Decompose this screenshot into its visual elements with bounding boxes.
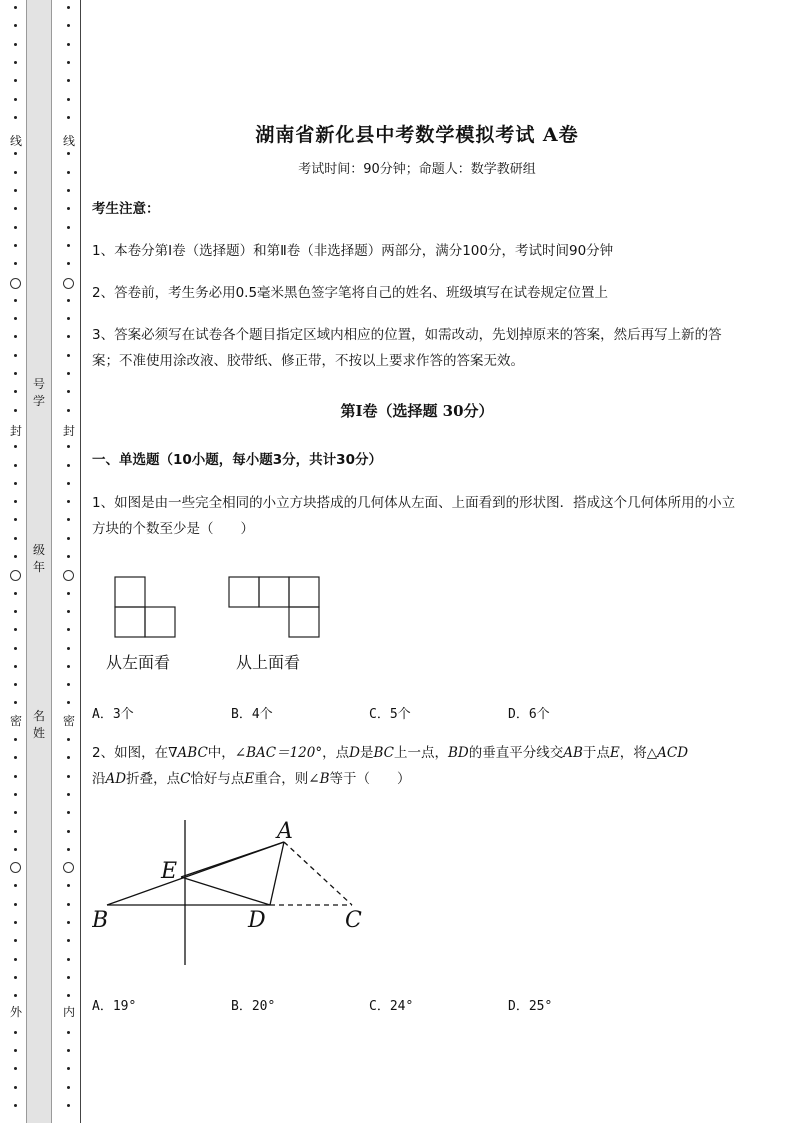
dot-mark — [14, 226, 17, 229]
exam-title: 湖南省新化县中考数学模拟考试 A卷 — [255, 124, 579, 146]
dot-mark — [67, 61, 70, 64]
dot-mark — [67, 738, 70, 741]
seal-char-mi: 密 — [7, 714, 25, 728]
dot-mark — [14, 464, 17, 467]
option-d: D．25° — [508, 999, 553, 1014]
dot-mark — [67, 152, 70, 155]
segment-ac-dashed — [284, 842, 352, 905]
dot-mark — [67, 262, 70, 265]
dot-mark — [14, 1049, 17, 1052]
seal-char-mi: 密 — [60, 714, 78, 728]
dot-mark — [14, 610, 17, 613]
option-b: B．20° — [231, 999, 276, 1014]
dot-mark — [67, 848, 70, 851]
dot-mark — [67, 921, 70, 924]
dot-mark — [14, 79, 17, 82]
dot-mark — [14, 1086, 17, 1089]
left-view-diagram — [115, 577, 175, 637]
notice-heading: 考生注意： — [92, 201, 160, 217]
q1-views-figure — [112, 575, 352, 640]
seal-char-wai: 外 — [7, 1005, 25, 1019]
dot-mark — [14, 994, 17, 997]
dot-mark — [67, 811, 70, 814]
dot-mark — [14, 518, 17, 521]
dot-mark — [67, 555, 70, 558]
dot-mark — [67, 756, 70, 759]
seal-char-xian: 线 — [7, 134, 25, 148]
seal-char-feng: 封 — [7, 424, 25, 438]
dot-mark — [67, 939, 70, 942]
dot-mark — [14, 738, 17, 741]
dot-mark — [67, 6, 70, 9]
segment-ea — [181, 842, 284, 877]
dot-mark — [67, 116, 70, 119]
top-view-label: 从上面看 — [236, 653, 301, 672]
dot-mark — [14, 354, 17, 357]
dot-mark — [14, 793, 17, 796]
dot-mark — [14, 976, 17, 979]
part-title: 第I卷（选择题 30分） — [340, 402, 494, 420]
question-1-text: 1、如图是由一些完全相同的小立方块搭成的几何体从左面、上面看到的形状图．搭成这个几何体所用的小立方块的个数至少是（ ） — [92, 495, 736, 537]
dot-mark — [14, 939, 17, 942]
dot-mark — [14, 958, 17, 961]
name-label: 名姓 — [32, 709, 45, 740]
dot-mark — [14, 152, 17, 155]
dot-mark — [67, 482, 70, 485]
dot-mark — [67, 701, 70, 704]
dot-mark — [67, 1049, 70, 1052]
dot-mark — [14, 189, 17, 192]
dot-mark — [67, 299, 70, 302]
option-a: A．3个 — [92, 707, 134, 722]
dot-mark — [67, 24, 70, 27]
dot-mark — [67, 1086, 70, 1089]
dot-mark — [14, 830, 17, 833]
dot-mark — [14, 409, 17, 412]
dot-mark — [14, 628, 17, 631]
dot-mark — [67, 207, 70, 210]
dot-mark — [67, 884, 70, 887]
dot-mark — [14, 647, 17, 650]
dot-mark — [14, 1104, 17, 1107]
seal-char-feng: 封 — [60, 424, 78, 438]
dot-mark — [67, 189, 70, 192]
binding-hole-icon — [63, 570, 74, 581]
option-c: C．24° — [369, 999, 414, 1014]
dot-mark — [14, 372, 17, 375]
student-number-label: 号学 — [32, 377, 45, 408]
dot-mark — [67, 518, 70, 521]
dot-mark — [14, 1031, 17, 1034]
dot-mark — [67, 1067, 70, 1070]
seal-char-xian: 线 — [60, 134, 78, 148]
dot-mark — [67, 244, 70, 247]
point-label-c: C — [345, 908, 362, 933]
binding-hole-icon — [10, 862, 21, 873]
dot-mark — [67, 1104, 70, 1107]
dot-mark — [67, 628, 70, 631]
dot-mark — [14, 335, 17, 338]
outer-binding-strip — [7, 0, 25, 1123]
dot-mark — [14, 683, 17, 686]
dot-mark — [67, 994, 70, 997]
dot-mark — [67, 98, 70, 101]
binding-hole-icon — [63, 862, 74, 873]
point-label-b: B — [92, 908, 109, 933]
dot-mark — [67, 1031, 70, 1034]
segment-ad — [270, 842, 284, 905]
dot-mark — [67, 354, 70, 357]
q2-geometry-figure — [92, 815, 382, 970]
dot-mark — [67, 537, 70, 540]
dot-mark — [14, 171, 17, 174]
dot-mark — [67, 43, 70, 46]
dot-mark — [67, 500, 70, 503]
dot-mark — [67, 390, 70, 393]
dot-mark — [14, 98, 17, 101]
margin-rule-line — [80, 0, 81, 1123]
dot-mark — [14, 756, 17, 759]
dot-mark — [67, 171, 70, 174]
option-c: C．5个 — [369, 707, 411, 722]
dot-mark — [14, 244, 17, 247]
dot-mark — [67, 683, 70, 686]
dot-mark — [67, 226, 70, 229]
dot-mark — [14, 884, 17, 887]
dot-mark — [14, 6, 17, 9]
binding-hole-icon — [63, 278, 74, 289]
dot-mark — [67, 610, 70, 613]
notice-item-3: 3、答案必须写在试卷各个题目指定区域内相应的位置，如需改动，先划掉原来的答案，然后再写上新的答案；不准使用涂改液、胶带纸、修正带，不按以上要求作答的答案无效。 — [92, 327, 722, 369]
notice-item-1: 1、本卷分第I卷（选择题）和第Ⅱ卷（非选择题）两部分，满分100分，考试时间90分钟 — [92, 243, 614, 259]
question-2-text: 2、如图，在∇ABC中，∠BAC＝120°，点D是BC上一点，BD的垂直平分线交AB于点E，将△ACD 沿AD折叠，点C恰好与点E重合，则∠B等于（ ） — [92, 745, 689, 787]
dot-mark — [14, 555, 17, 558]
dot-mark — [14, 61, 17, 64]
segment-ed — [181, 877, 270, 905]
dot-mark — [14, 903, 17, 906]
dot-mark — [14, 665, 17, 668]
inner-binding-strip — [60, 0, 78, 1123]
dot-mark — [67, 830, 70, 833]
dot-mark — [67, 335, 70, 338]
left-view-label: 从左面看 — [106, 653, 171, 672]
dot-mark — [14, 592, 17, 595]
dotted-line — [7, 0, 25, 1123]
dot-mark — [14, 445, 17, 448]
student-info-band — [26, 0, 52, 1123]
dot-mark — [67, 903, 70, 906]
dot-mark — [67, 317, 70, 320]
grade-label: 级年 — [32, 543, 45, 574]
dot-mark — [14, 775, 17, 778]
dot-mark — [67, 372, 70, 375]
dot-mark — [67, 464, 70, 467]
dot-mark — [67, 793, 70, 796]
dot-mark — [14, 262, 17, 265]
dot-mark — [67, 976, 70, 979]
dot-mark — [14, 43, 17, 46]
dot-mark — [14, 537, 17, 540]
dot-mark — [14, 24, 17, 27]
dot-mark — [67, 79, 70, 82]
notice-item-2: 2、答卷前，考生务必用0.5毫米黑色签字笔将自己的姓名、班级填写在试卷规定位置上 — [92, 285, 609, 301]
dot-mark — [67, 409, 70, 412]
dot-mark — [67, 445, 70, 448]
dot-mark — [67, 592, 70, 595]
section-heading: 一、单选题（10小题，每小题3分，共计30分） — [92, 452, 382, 468]
dot-mark — [67, 647, 70, 650]
dot-mark — [14, 500, 17, 503]
option-d: D．6个 — [508, 707, 550, 722]
dot-mark — [14, 390, 17, 393]
dotted-line — [60, 0, 78, 1123]
binding-hole-icon — [10, 278, 21, 289]
dot-mark — [14, 1067, 17, 1070]
dot-mark — [14, 299, 17, 302]
dot-mark — [14, 116, 17, 119]
dot-mark — [67, 958, 70, 961]
option-b: B．4个 — [231, 707, 273, 722]
top-view-diagram — [229, 577, 319, 637]
dot-mark — [14, 848, 17, 851]
option-a: A．19° — [92, 999, 137, 1014]
binding-hole-icon — [10, 570, 21, 581]
exam-subtitle: 考试时间：90分钟；命题人：数学教研组 — [298, 162, 536, 177]
dot-mark — [14, 482, 17, 485]
dot-mark — [14, 921, 17, 924]
point-label-d: D — [248, 908, 266, 933]
point-label-a: A — [277, 819, 293, 844]
dot-mark — [67, 665, 70, 668]
seal-char-nei: 内 — [60, 1005, 78, 1019]
dot-mark — [67, 775, 70, 778]
dot-mark — [14, 811, 17, 814]
dot-mark — [14, 701, 17, 704]
point-label-e: E — [161, 859, 178, 884]
dot-mark — [14, 317, 17, 320]
dot-mark — [14, 207, 17, 210]
